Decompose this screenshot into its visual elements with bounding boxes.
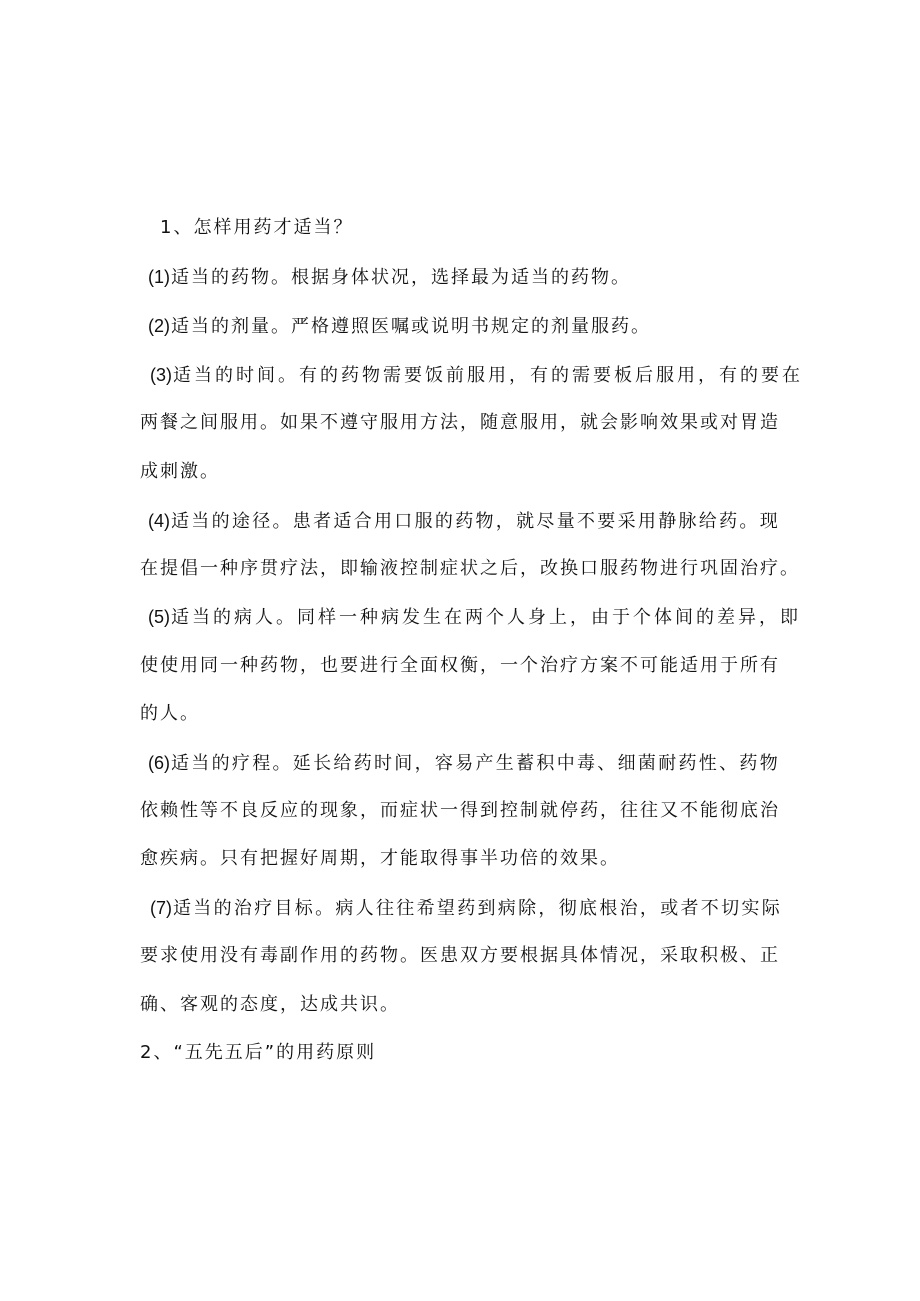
paragraph-6-line-2: 依赖性等不良反应的现象，而症状一得到控制就停药，往往又不能彻底治 <box>140 800 780 821</box>
paragraph-6-line-3: 愈疾病。只有把握好周期，才能取得事半功倍的效果。 <box>140 848 620 869</box>
paragraph-3-text: 适当的时间。有的药物需要饭前服用，有的需要板后服用，有的要在 <box>173 365 803 386</box>
paragraph-7-text: 适当的治疗目标。病人往往希望药到病除，彻底根治，或者不切实际 <box>173 898 782 919</box>
paragraph-4-line-2: 在提倡一种序贯疗法，即输液控制症状之后，改换口服药物进行巩固治疗。 <box>140 558 800 579</box>
paragraph-5-label: (5) <box>148 607 170 627</box>
section-2-title: 2、“五先五后”的用药原则 <box>140 1042 377 1063</box>
paragraph-1-label: (1) <box>148 267 170 287</box>
paragraph-6-label: (6) <box>148 753 170 773</box>
paragraph-2-text: 适当的剂量。严格遵照医嘱或说明书规定的剂量服药。 <box>171 316 651 337</box>
paragraph-5-text: 适当的病人。同样一种病发生在两个人身上，由于个体间的差异，即 <box>171 607 801 628</box>
paragraph-3-line-2: 两餐之间服用。如果不遵守服用方法，随意服用，就会影响效果或对胃造 <box>140 412 780 433</box>
paragraph-3-label: (3) <box>150 365 172 385</box>
paragraph-1-text: 适当的药物。根据身体状况，选择最为适当的药物。 <box>171 267 631 288</box>
paragraph-7-line-3: 确、客观的态度，达成共识。 <box>140 994 400 1015</box>
paragraph-5-line-3: 的人。 <box>140 703 200 724</box>
paragraph-3-line-1 <box>150 363 803 387</box>
paragraph-4-line-1 <box>148 509 780 533</box>
paragraph-5-line-2: 使使用同一种药物，也要进行全面权衡，一个治疗方案不可能适用于所有 <box>140 655 780 676</box>
paragraph-4-text: 适当的途径。患者适合用口服的药物，就尽量不要采用静脉给药。现 <box>171 511 780 532</box>
paragraph-5-line-1 <box>148 605 801 629</box>
paragraph-4-label: (4) <box>148 511 170 531</box>
section-1-title: 1、怎样用药才适当？ <box>160 217 354 238</box>
paragraph-7-label: (7) <box>150 898 172 918</box>
paragraph-6-text: 适当的疗程。延长给药时间，容易产生蓄积中毒、细菌耐药性、药物 <box>171 753 780 774</box>
paragraph-2-label: (2) <box>148 316 170 336</box>
paragraph-3-line-3: 成刺激。 <box>140 461 220 482</box>
paragraph-2-line-1 <box>148 314 651 338</box>
paragraph-6-line-1 <box>148 751 780 775</box>
paragraph-1-line-1 <box>148 265 631 289</box>
paragraph-7-line-2: 要求使用没有毒副作用的药物。医患双方要根据具体情况，采取积极、正 <box>140 945 780 966</box>
paragraph-7-line-1 <box>150 896 782 920</box>
